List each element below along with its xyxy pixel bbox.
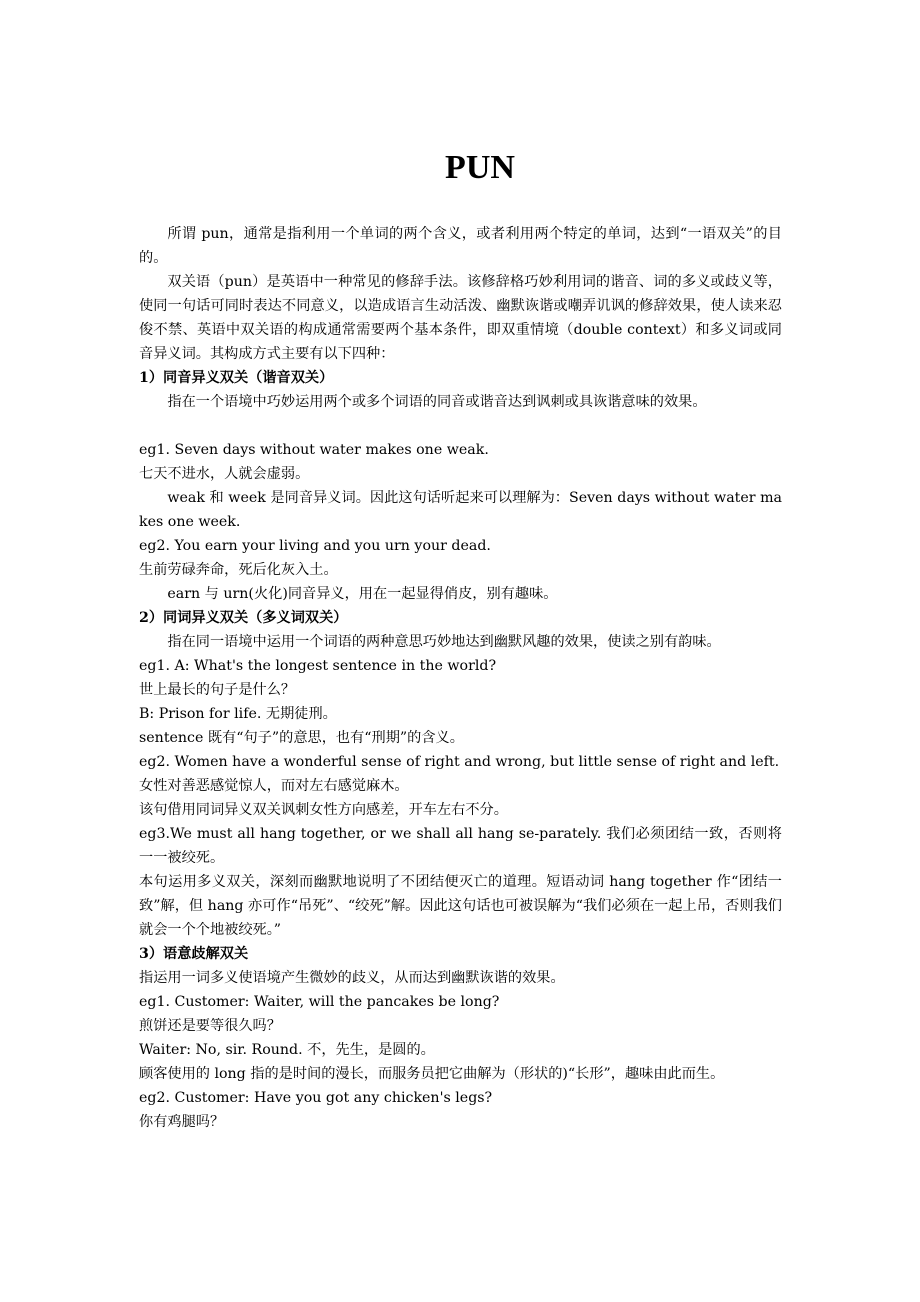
section-description: 指在一个语境中巧妙运用两个或多个词语的同音或谐音达到讽刺或具诙谐意味的效果。 bbox=[167, 394, 707, 410]
example-explanation: 本句运用多义双关，深刻而幽默地说明了不团结便灭亡的道理。短语动词 hang together 作“团结一致”解，但 hang 亦可作“吊死”、“绞死”解。因此这句话也可被误解为“我们必须在一起上吊，否则我们就会一个个地被绞死。” bbox=[139, 874, 782, 938]
example-sentence: eg1. A: What's the longest sentence in the world? bbox=[139, 658, 497, 674]
example-explanation: 顾客使用的 long 指的是时间的漫长，而服务员把它曲解为（形状的)“长形”，趣味由此而生。 bbox=[139, 1066, 725, 1082]
definition-paragraph: 双关语（pun）是英语中一种常见的修辞手法。该修辞格巧妙利用词的谐音、词的多义或歧义等，使同一句话可同时表达不同意义，以造成语言生动活泼、幽默诙谐或嘲弄讥讽的修辞效果，使人读来忍俊不禁、英语中双关语的构成通常需要两个基本条件，即双重情境（double context）和多义词或同音异义词。其构成方式主要有以下四种： bbox=[139, 274, 782, 362]
example-answer: Waiter: No, sir. Round. 不，先生，是圆的。 bbox=[139, 1042, 435, 1058]
example-translation: 煎饼还是要等很久吗？ bbox=[139, 1018, 281, 1034]
example-sentence: eg2. You earn your living and you urn your dead. bbox=[139, 538, 491, 554]
blank-line bbox=[139, 414, 782, 438]
example-translation: 你有鸡腿吗？ bbox=[139, 1114, 225, 1130]
example-answer: B: Prison for life. 无期徒刑。 bbox=[139, 706, 337, 722]
example-explanation: earn 与 urn(火化)同音异义，用在一起显得俏皮，别有趣味。 bbox=[167, 586, 558, 602]
example-sentence: eg1. Seven days without water makes one weak. bbox=[139, 442, 489, 458]
section-description: 指运用一词多义使语境产生微妙的歧义，从而达到幽默诙谐的效果。 bbox=[139, 970, 565, 986]
example-sentence: eg2. Women have a wonderful sense of right and wrong, but little sense of right and left. bbox=[139, 754, 780, 770]
example-translation: 七天不进水，人就会虚弱。 bbox=[139, 466, 310, 482]
example-explanation: sentence 既有“句子”的意思，也有“刑期”的含义。 bbox=[139, 730, 464, 746]
example-translation: 女性对善恶感觉惊人，而对左右感觉麻木。 bbox=[139, 778, 409, 794]
example-sentence: eg3.We must all hang together, or we shall all hang se-parately. 我们必须团结一致，否则将一一被绞死。 bbox=[139, 826, 782, 866]
example-explanation: 该句借用同词异义双关讽刺女性方向感差，开车左右不分。 bbox=[139, 802, 508, 818]
document-title: PUN bbox=[445, 149, 515, 186]
example-explanation: weak 和 week 是同音异义词。因此这句话听起来可以理解为：Seven days without water makes one week. bbox=[139, 490, 782, 530]
section-heading-ambiguity: 3）语意歧解双关 bbox=[139, 946, 249, 962]
section-heading-homophone: 1）同音异义双关（谐音双关） bbox=[139, 370, 334, 386]
example-translation: 世上最长的句子是什么？ bbox=[139, 682, 296, 698]
document-body bbox=[139, 222, 782, 1134]
example-sentence: eg1. Customer: Waiter, will the pancakes be long? bbox=[139, 994, 500, 1010]
example-translation: 生前劳碌奔命，死后化灰入土。 bbox=[139, 562, 338, 578]
section-heading-polysemy: 2）同词异义双关（多义词双关） bbox=[139, 610, 348, 626]
example-sentence: eg2. Customer: Have you got any chicken's legs? bbox=[139, 1090, 493, 1106]
section-description: 指在同一语境中运用一个词语的两种意思巧妙地达到幽默风趣的效果，使读之别有韵味。 bbox=[167, 634, 721, 650]
intro-paragraph: 所谓 pun，通常是指利用一个单词的两个含义，或者利用两个特定的单词，达到“一语双关”的目的。 bbox=[139, 226, 782, 266]
